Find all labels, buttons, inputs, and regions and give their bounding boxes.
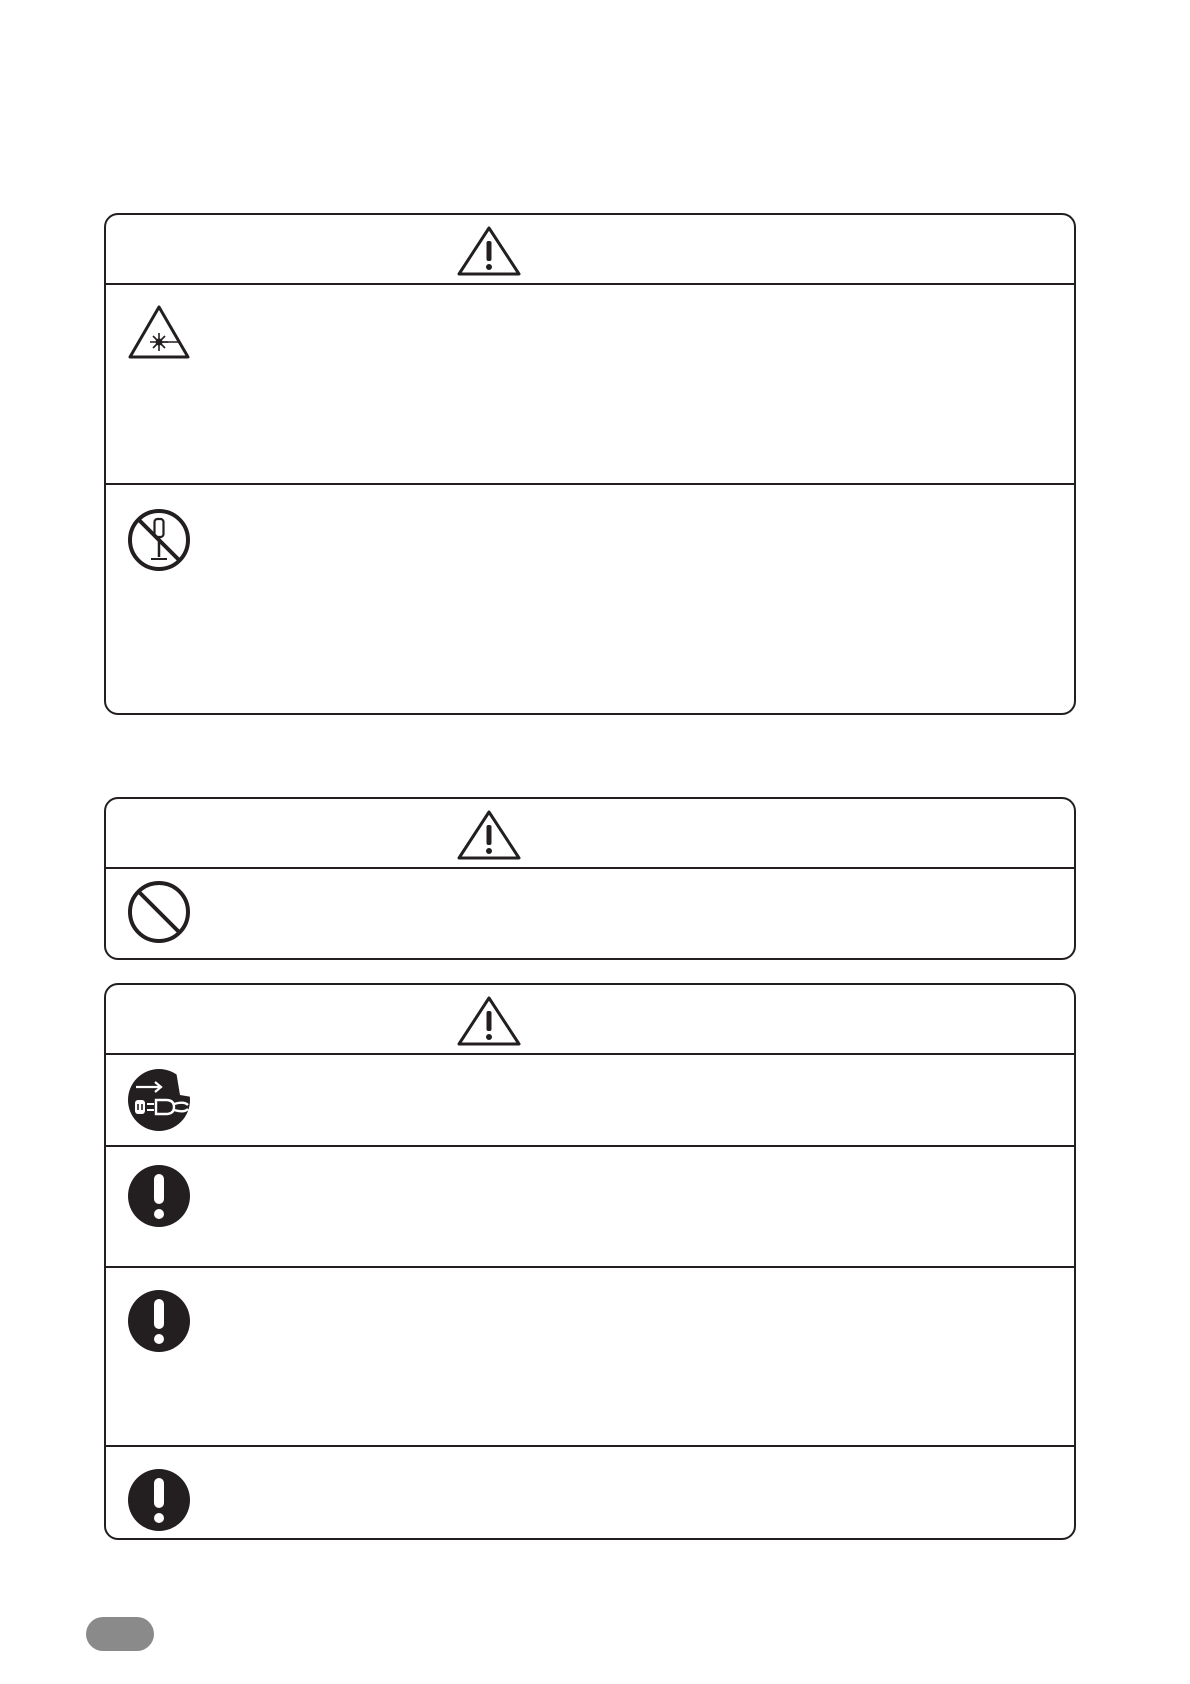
warning-triangle-icon [456, 995, 522, 1047]
warning-triangle-icon [456, 809, 522, 861]
warning-row-laser [106, 285, 1074, 483]
no-disassembly-icon [126, 507, 192, 573]
warning-row-disassembly [106, 483, 1074, 713]
warning-row-mandatory-2 [106, 1266, 1074, 1445]
unplug-power-icon [126, 1067, 192, 1133]
warning-row-prohibition [106, 869, 1074, 958]
warning-row-mandatory-1 [106, 1145, 1074, 1266]
warning-panel-3 [104, 983, 1076, 1540]
laser-hazard-icon [126, 301, 192, 367]
mandatory-action-icon [126, 1288, 192, 1354]
panel-header [106, 985, 1074, 1055]
panel-header [106, 215, 1074, 285]
prohibition-icon [126, 879, 192, 945]
warning-row-mandatory-3 [106, 1445, 1074, 1538]
page-number-tab [86, 1617, 154, 1651]
mandatory-action-icon [126, 1163, 192, 1229]
warning-row-unplug [106, 1055, 1074, 1145]
warning-panel-2 [104, 797, 1076, 960]
warning-panel-1 [104, 213, 1076, 715]
panel-header [106, 799, 1074, 869]
warning-triangle-icon [456, 225, 522, 277]
mandatory-action-icon [126, 1467, 192, 1533]
